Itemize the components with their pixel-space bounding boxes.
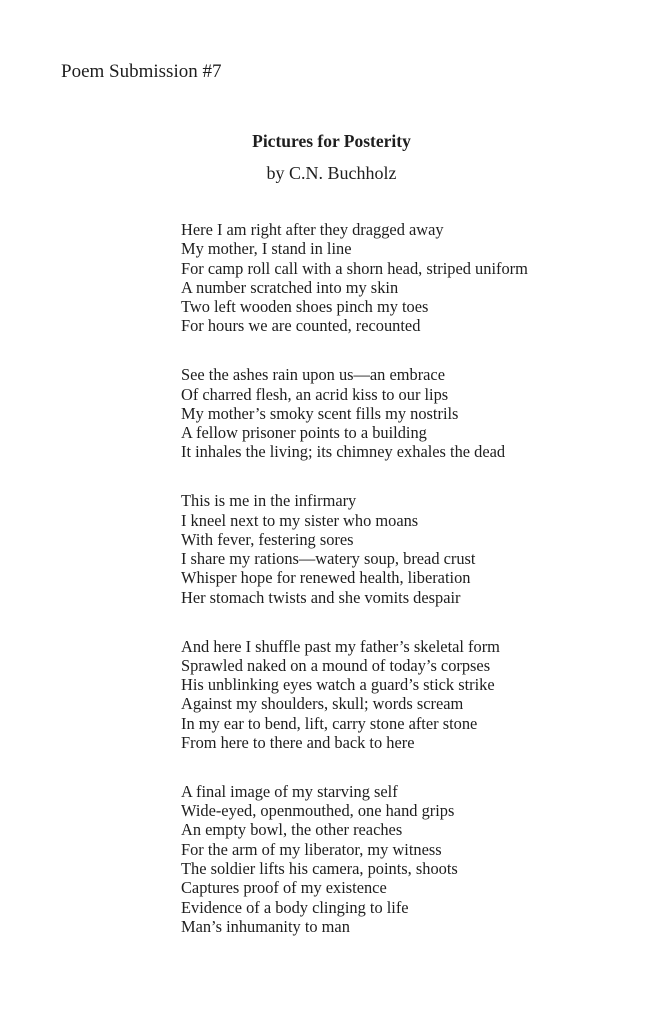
poem-stanza — [181, 220, 651, 336]
poem-line: Captures proof of my existence — [181, 878, 387, 898]
poem-line: In my ear to bend, lift, carry stone after stone — [181, 713, 478, 733]
poem-line: His unblinking eyes watch a guard’s stick strike — [181, 675, 495, 695]
poem-line: The soldier lifts his camera, points, shoots — [181, 859, 458, 879]
poem-stanza — [181, 782, 651, 936]
poem-line: This is me in the infirmary — [181, 491, 357, 511]
poem-line: My mother, I stand in line — [181, 239, 352, 259]
poem-line: A fellow prisoner points to a building — [181, 423, 427, 443]
poem-line: Two left wooden shoes pinch my toes — [181, 297, 429, 317]
poem-line: From here to there and back to here — [181, 733, 415, 753]
poem-line: Sprawled naked on a mound of today’s corpses — [181, 655, 491, 675]
poem-line: Man’s inhumanity to man — [181, 916, 350, 936]
poem-line: Her stomach twists and she vomits despair — [181, 587, 461, 607]
submission-header: Poem Submission #7 — [61, 61, 222, 82]
poem-line: For the arm of my liberator, my witness — [181, 839, 442, 859]
poem-line: Whisper hope for renewed health, liberation — [181, 568, 471, 588]
poem-line: It inhales the living; its chimney exhales the dead — [181, 442, 506, 462]
poem-line: With fever, festering sores — [181, 529, 354, 549]
poem-byline: by C.N. Buchholz — [266, 163, 397, 183]
poem-line: See the ashes rain upon us—an embrace — [181, 365, 445, 385]
poem-line: Of charred flesh, an acrid kiss to our lips — [181, 384, 449, 404]
poem-line: I share my rations—watery soup, bread crust — [181, 549, 476, 569]
poem-line: My mother’s smoky scent fills my nostrils — [181, 403, 459, 423]
poem-body — [181, 220, 651, 966]
poem-line: A number scratched into my skin — [181, 277, 399, 297]
poem-title: Pictures for Posterity — [252, 131, 411, 151]
poem-stanza — [181, 365, 651, 461]
poem-line: Here I am right after they dragged away — [181, 220, 444, 239]
poem-line: Wide-eyed, openmouthed, one hand grips — [181, 801, 455, 821]
poem-line: A final image of my starving self — [181, 781, 398, 801]
poem-line: And here I shuffle past my father’s skeletal form — [181, 636, 500, 656]
poem-line: For hours we are counted, recounted — [181, 316, 421, 336]
poem-line: For camp roll call with a shorn head, striped uniform — [181, 258, 528, 278]
poem-line: Evidence of a body clinging to life — [181, 897, 409, 917]
poem-stanza — [181, 491, 651, 607]
poem-line: I kneel next to my sister who moans — [181, 510, 419, 530]
poem-line: An empty bowl, the other reaches — [181, 820, 403, 840]
poem-line: Against my shoulders, skull; words scream — [181, 694, 464, 714]
poem-stanza — [181, 637, 651, 753]
